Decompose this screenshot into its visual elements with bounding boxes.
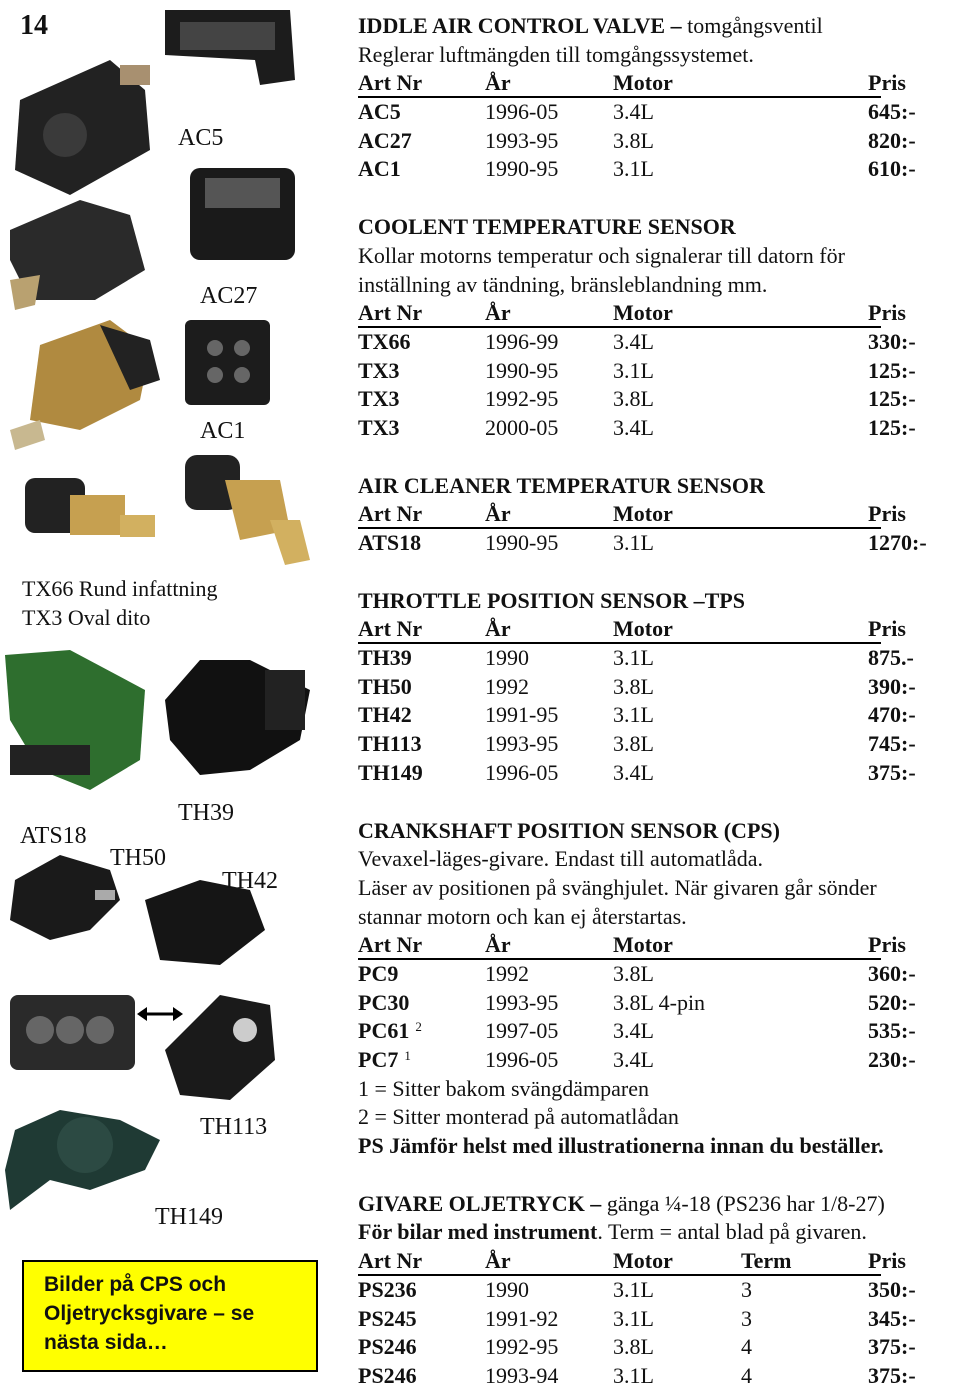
table-row: AC27 1993-95 3.8L 820:-: [358, 127, 916, 153]
iac-desc: Reglerar luftmängden till tomgångssystemet.: [358, 41, 754, 67]
th39-sensor-image: [165, 660, 310, 775]
table-row: AC1 1990-95 3.1L 610:-: [358, 156, 916, 182]
cps-title: CRANKSHAFT POSITION SENSOR (CPS): [358, 817, 780, 843]
footnote-marker: 2: [415, 1019, 422, 1035]
coolant-title: COOLENT TEMPERATURE SENSOR: [358, 214, 736, 240]
iac-title: IDDLE AIR CONTROL VALVE – tomgångsventil: [358, 13, 823, 38]
tx-note-line-2: TX3 Oval dito: [22, 605, 151, 630]
ac27-connector-image: [190, 168, 295, 260]
oil-subtitle: För bilar med instrument. Term = antal blad på givaren.: [358, 1219, 867, 1245]
th42-label: TH42: [222, 868, 278, 894]
ac1-label: AC1: [200, 418, 246, 444]
cps-desc-3: stannar motorn och kan ej återstartas.: [358, 903, 687, 929]
ps-note: PS Jämför helst med illustrationerna innan du beställer.: [358, 1133, 884, 1159]
ac27-label: AC27: [200, 283, 258, 309]
table-row: PC7 $^1$ 1996-05 3.4L 230:-: [358, 1047, 916, 1072]
th149-label: TH149: [155, 1204, 223, 1230]
cps-footnote-1: 1 = Sitter bakom svängdämparen: [358, 1075, 650, 1101]
coolant-table-header: Art Nr År Motor Pris: [358, 299, 958, 328]
ac5-connector-image: [165, 10, 295, 85]
cps-desc-2: Läser av positionen på svänghjulet. När givaren går sönder: [358, 874, 877, 900]
ac5-label: AC5: [178, 125, 224, 151]
th50-label: TH50: [110, 845, 166, 871]
iac-table-header: Art Nr År Motor Pris: [358, 69, 958, 98]
th149-sensor-image: [5, 1110, 160, 1210]
table-row: PC30 1993-95 3.8L 4-pin 520:-: [358, 989, 916, 1015]
air-table-header: Art Nr År Motor Pris: [358, 500, 958, 529]
footnote-marker: 1: [404, 1048, 411, 1063]
cps-desc-1: Vevaxel-läges-givare. Endast till automatlåda.: [358, 846, 764, 872]
page-number: 14: [20, 10, 48, 41]
notice-line-2: Oljetrycksgivare – se: [44, 1302, 255, 1325]
table-row: PS246 1993-94 3.1L 4 375:-: [358, 1362, 916, 1388]
air-title: AIR CLEANER TEMPERATUR SENSOR: [358, 472, 765, 498]
table-row: ATS18 1990-95 3.1L 1270:-: [358, 530, 927, 555]
th113-label: TH113: [200, 1114, 268, 1140]
table-row: PC9 1992 3.8L 360:-: [358, 960, 916, 986]
th39-label: TH39: [178, 800, 234, 826]
tx66-sensor-image: [25, 478, 155, 537]
table-row: TH149 1996-05 3.4L 375:-: [358, 759, 916, 785]
table-row: TH50 1992 3.8L 390:-: [358, 673, 916, 699]
ats18-label: ATS18: [20, 823, 87, 849]
tx3-sensor-image: [185, 455, 310, 565]
table-row: TH113 1993-95 3.8L 745:-: [358, 731, 916, 757]
tps-table-header: Art Nr År Motor Pris: [358, 615, 958, 644]
notice-line-3: nästa sida…: [44, 1331, 168, 1354]
table-row: TH42 1991-95 3.1L 470:-: [358, 702, 916, 728]
notice-box: [22, 1260, 318, 1372]
table-row: AC5 1996-05 3.4L 645:-: [358, 99, 916, 125]
cps-table-header: Art Nr År Motor Pris: [358, 931, 958, 960]
th50-sensor-image: [10, 855, 120, 940]
ac27-valve-image: [10, 200, 145, 310]
table-row: PS245 1991-92 3.1L 3 345:-: [358, 1305, 916, 1331]
table-row: TX3 1992-95 3.8L 125:-: [358, 386, 916, 412]
double-arrow-icon: [137, 1007, 183, 1021]
oil-table-header: Art Nr År Motor Term Pris: [358, 1247, 958, 1276]
ats18-sensor-image: [5, 650, 145, 790]
coolant-desc-1: Kollar motorns temperatur och signalerar till datorn för: [358, 242, 845, 268]
cps-footnote-2: 2 = Sitter monterad på automatlådan: [358, 1104, 679, 1130]
product-list: [358, 12, 958, 1391]
table-row: TX3 2000-05 3.4L 125:-: [358, 414, 916, 440]
ac1-valve-image: [10, 320, 160, 450]
table-row: PC61 $^2$ 1997-05 3.4L 535:-: [358, 1018, 916, 1044]
ac1-connector-image: [185, 320, 270, 405]
table-row: PS246 1992-95 3.8L 4 375:-: [358, 1334, 916, 1360]
table-row: PS236 1990 3.1L 3 350:-: [358, 1276, 916, 1302]
table-row: TX3 1990-95 3.1L 125:-: [358, 357, 916, 383]
coolant-desc-2: inställning av tändning, bränsleblandning mm.: [358, 271, 768, 297]
th113-connector-image: [10, 995, 135, 1070]
oil-title: GIVARE OLJETRYCK – gänga ¼-18 (PS236 har 1/8-27): [358, 1190, 885, 1216]
notice-line-1: Bilder på CPS och: [44, 1273, 227, 1296]
ac5-valve-image: [15, 60, 150, 195]
table-row: TX66 1996-99 3.4L 330:-: [358, 328, 916, 354]
table-row: TH39 1990 3.1L 875.-: [358, 645, 914, 671]
tx-note-line-1: TX66 Rund infattning: [22, 576, 218, 601]
th113-sensor-image: [165, 995, 275, 1100]
tps-title: THROTTLE POSITION SENSOR –TPS: [358, 587, 745, 613]
